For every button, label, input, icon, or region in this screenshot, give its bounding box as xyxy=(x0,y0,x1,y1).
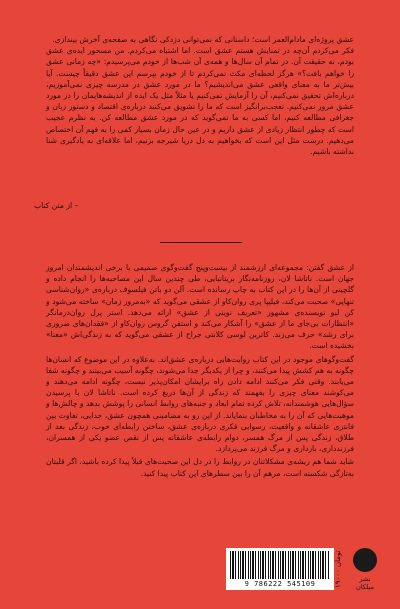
publisher-logo xyxy=(350,548,380,591)
section-divider xyxy=(160,242,242,243)
description-paragraph: گفت‌وگوهای موجود در این کتاب روایت‌هایی درباره‌ی عشق‌اند. به‌علاوه در این موضوع که انسان‌ها چگونه به هم کشش پیدا می‌کنند، و چرا از یکدیگر جدا می‌شوند، چگونه آسیب می‌بینند و چگونه شفا می‌یابند. وقتی فکر می‌کنند ادامه دادن راه برایشان امکان‌پذیر نیست، چگونه ادامه می‌دهند و می‌کوشند معنای چیزی را بفهمند که زندگی از آن‌ها دریغ کرده است. ناتاشا لان با پرسیدن سؤال‌هایی هوشمندانه، تلاش کرده تمام ابعاد و جنبه‌های روابط انسانی را پوشش بدهد و چالش‌ها و موهبت‌هایی که آن را به مخاطبان بنمایاند. از این رو به مضامینی همچون عشق، جدایی، تفاوت بین فانتزی عاشقانه و واقعیت، رسوایی فکری درباره‌ی عشق، ساختن رابطه‌ای خوب، زندگی بعد از طلاق، زندگی پس از مرگ همسر، دوام رابطه‌ی عاشقانه پس از نقص عضو یکی از همسران، فرزندداری، بارداری و مرگ فرزند می‌پردازد. xyxy=(46,354,354,454)
publisher-logo-icon xyxy=(353,548,377,572)
book-description xyxy=(46,262,354,481)
source-note: – از متن کتاب xyxy=(34,201,79,210)
intro-paragraph: فکر می‌کردم آن‌چه در تمنایش هستم عشق است. اما اشتباه می‌کردم. من مسحور ایده‌ی عشق بودم، نه حقیقت آن. در تمام آن سال‌ها و همه‌ی آن شب‌ها از خودم می‌پرسیدم: «چه زمانی عشق را خواهم یافت؟» هرگز لحظه‌ای مکث نمی‌کردم تا از خودم بپرسم این عشق دقیقاً چیست. آیا بیش‌تر ما به معنای واقعی عشق می‌اندیشیم؟ ما در مورد عشق در مدرسه چیزی نمی‌آموزیم، درباره‌اش تحقیق نمی‌کنیم، آن را آزمایش نمی‌کنیم یا مثلاً مثل یک ایده از اندیشه‌هایمان را در مورد عشق مرور نمی‌کنیم. تعجب‌برانگیز است که ما را تشویق می‌کنند درباره‌ی اقتصاد و دستور زبان و جغرافی مطالعه کنیم، اما کسی به ما نمی‌گوید که در مورد عشق مطالعه کن. به نظرم عجیب است که چطور انتظار زیادی از عشق داریم و در عین حال زمان بسیار کمی را به فهم آن اختصاص می‌دهیم. درست مثل این است که بخواهیم به دل دریا شیرجه بزنیم، اما علاقه‌ای به یادگیری شنا نداشته باشیم. xyxy=(46,46,354,157)
description-paragraph: شاید شما هم ریشه‌ی مشکلاتتان در روابط را در دل این صحبت‌های قبلاً پیدا کرده باشید، اگر قلبتان به‌تازگی شکسته است، مرهم آن را بین سطرهای این کتاب پیدا کنید. xyxy=(46,457,354,478)
description-paragraph: از عشق گفتن: مجموعه‌ای ارزشمند از بیست‌وپنج گفت‌وگوی صمیمی با برخی اندیشمندان امروز جهان است. ناتاشا لان، روزنامه‌نگار بریتانیایی، طی چندین سال این مصاحبه‌ها را انجام داده و گلچینی از آن‌ها را در این کتاب به چاپ رسانده است. آلن دو باتن فیلسوف درباره‌ی «روان‌شناسی تنهایی» صحبت می‌کند، فیلیپا پری روان‌کاو از عشقی می‌گوید که «به‌مرور زمان» ساخته می‌شود و کن لیو نویسنده‌ی مشهور «تعریف نوینی از عشق» ارائه می‌دهد. استر پرل روان‌درمانگر «انتظارات بی‌جای ما از عشق» را آشکار می‌کند و استفن گروس روان‌کاو از «فقدان‌های ضروری برای رشد» حرف می‌زند. کاترین لوسی کلانتی جراح از عشقی می‌گوید که به زندگی‌اش «معنا» بخشیده است. xyxy=(46,263,354,351)
barcode-number: 9 786222 545109 xyxy=(244,580,316,588)
intro-quote: عشق پروژه‌ای مادام‌العمر است؛ داستانی که نمی‌توانی دزدکی نگاهی به صفحه‌ی آخرش بیندازی. xyxy=(52,35,354,44)
barcode xyxy=(226,548,334,590)
publisher-name: نشر میلکان xyxy=(356,575,374,591)
intro-excerpt xyxy=(46,34,354,157)
barcode-lines xyxy=(230,551,330,579)
price-label: ۱۹۰۰۰ تومان xyxy=(334,550,342,588)
